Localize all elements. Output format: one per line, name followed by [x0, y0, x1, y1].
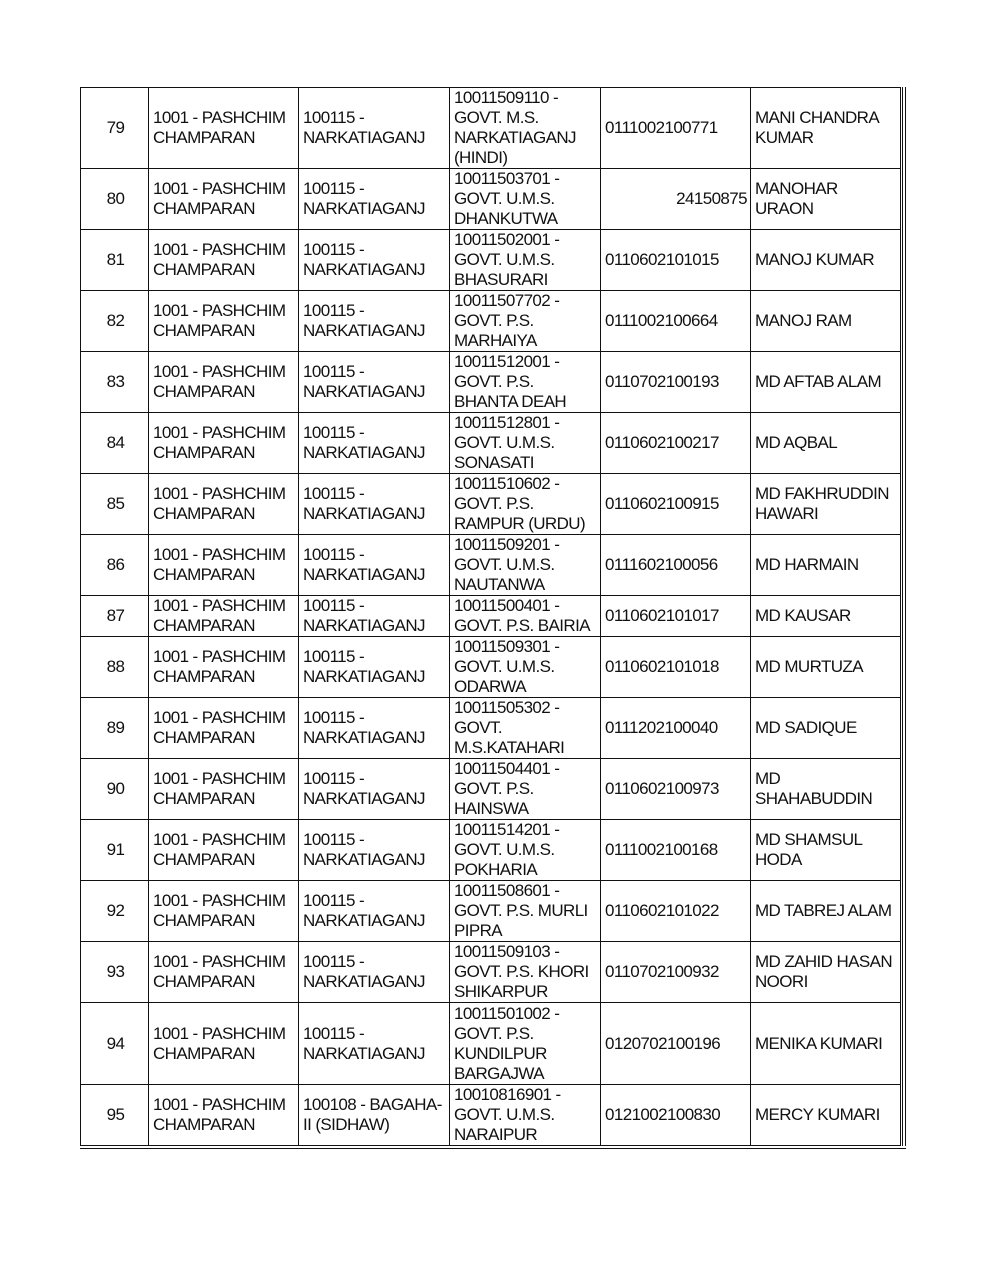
block-cell: 100115 - NARKATIAGANJ — [299, 230, 450, 291]
account-cell: 0110602101022 — [601, 881, 751, 942]
school-cell: 10011508601 - GOVT. P.S. MURLI PIPRA — [450, 881, 601, 942]
block-cell: 100115 - NARKATIAGANJ — [299, 1003, 450, 1085]
account-cell: 0120702100196 — [601, 1003, 751, 1085]
school-cell: 10011509110 - GOVT. M.S. NARKATIAGANJ (HINDI) — [450, 88, 601, 169]
serial-cell: 91 — [81, 820, 149, 881]
school-cell: 10011502001 - GOVT. U.M.S. BHASURARI — [450, 230, 601, 291]
serial-cell: 90 — [81, 759, 149, 820]
school-cell: 10011500401 - GOVT. P.S. BAIRIA — [450, 596, 601, 637]
block-cell: 100115 - NARKATIAGANJ — [299, 352, 450, 413]
school-cell: 10011512001 - GOVT. P.S. BHANTA DEAH — [450, 352, 601, 413]
serial-cell: 82 — [81, 291, 149, 352]
block-cell: 100115 - NARKATIAGANJ — [299, 596, 450, 637]
table-row — [81, 535, 901, 596]
district-cell: 1001 - PASHCHIM CHAMPARAN — [149, 596, 299, 637]
account-cell: 0110602101017 — [601, 596, 751, 637]
district-cell: 1001 - PASHCHIM CHAMPARAN — [149, 291, 299, 352]
serial-cell: 86 — [81, 535, 149, 596]
serial-cell: 80 — [81, 169, 149, 230]
district-cell: 1001 - PASHCHIM CHAMPARAN — [149, 88, 299, 169]
school-cell: 10011509201 - GOVT. U.M.S. NAUTANWA — [450, 535, 601, 596]
account-cell: 0111202100040 — [601, 698, 751, 759]
block-cell: 100115 - NARKATIAGANJ — [299, 637, 450, 698]
account-cell: 0111002100664 — [601, 291, 751, 352]
block-cell: 100115 - NARKATIAGANJ — [299, 535, 450, 596]
table-row — [81, 637, 901, 698]
block-cell: 100115 - NARKATIAGANJ — [299, 413, 450, 474]
name-cell: MANI CHANDRA KUMAR — [751, 88, 901, 169]
district-cell: 1001 - PASHCHIM CHAMPARAN — [149, 637, 299, 698]
table-row — [81, 169, 901, 230]
district-cell: 1001 - PASHCHIM CHAMPARAN — [149, 413, 299, 474]
table-row — [81, 820, 901, 881]
name-cell: MD HARMAIN — [751, 535, 901, 596]
table-row — [81, 352, 901, 413]
account-cell: 0110602100973 — [601, 759, 751, 820]
account-cell: 0110602100915 — [601, 474, 751, 535]
serial-cell: 83 — [81, 352, 149, 413]
district-cell: 1001 - PASHCHIM CHAMPARAN — [149, 1003, 299, 1085]
district-cell: 1001 - PASHCHIM CHAMPARAN — [149, 1085, 299, 1146]
block-cell: 100115 - NARKATIAGANJ — [299, 942, 450, 1003]
account-cell: 0111602100056 — [601, 535, 751, 596]
block-cell: 100115 - NARKATIAGANJ — [299, 291, 450, 352]
name-cell: MANOHAR URAON — [751, 169, 901, 230]
block-cell: 100108 - BAGAHA-II (SIDHAW) — [299, 1085, 450, 1146]
school-cell: 10011501002 - GOVT. P.S. KUNDILPUR BARGAJWA — [450, 1003, 601, 1085]
table-row — [81, 291, 901, 352]
block-cell: 100115 - NARKATIAGANJ — [299, 698, 450, 759]
school-cell: 10011509301 - GOVT. U.M.S. ODARWA — [450, 637, 601, 698]
serial-cell: 84 — [81, 413, 149, 474]
account-cell: 0110702100193 — [601, 352, 751, 413]
school-cell: 10011503701 - GOVT. U.M.S. DHANKUTWA — [450, 169, 601, 230]
table-row — [81, 596, 901, 637]
school-cell: 10011514201 - GOVT. U.M.S. POKHARIA — [450, 820, 601, 881]
account-cell: 0110602101018 — [601, 637, 751, 698]
serial-cell: 95 — [81, 1085, 149, 1146]
teacher-list-table — [80, 87, 901, 1146]
serial-cell: 92 — [81, 881, 149, 942]
district-cell: 1001 - PASHCHIM CHAMPARAN — [149, 942, 299, 1003]
school-cell: 10011504401 - GOVT. P.S. HAINSWA — [450, 759, 601, 820]
name-cell: MD FAKHRUDDIN HAWARI — [751, 474, 901, 535]
table-row — [81, 1003, 901, 1085]
school-cell: 10011509103 - GOVT. P.S. KHORI SHIKARPUR — [450, 942, 601, 1003]
account-cell: 0111002100771 — [601, 88, 751, 169]
block-cell: 100115 - NARKATIAGANJ — [299, 88, 450, 169]
serial-cell: 87 — [81, 596, 149, 637]
district-cell: 1001 - PASHCHIM CHAMPARAN — [149, 759, 299, 820]
account-cell: 0110602100217 — [601, 413, 751, 474]
table-row — [81, 698, 901, 759]
school-cell: 10010816901 - GOVT. U.M.S. NARAIPUR — [450, 1085, 601, 1146]
school-cell: 10011510602 - GOVT. P.S. RAMPUR (URDU) — [450, 474, 601, 535]
name-cell: MD AQBAL — [751, 413, 901, 474]
account-cell: 0111002100168 — [601, 820, 751, 881]
account-cell: 0110702100932 — [601, 942, 751, 1003]
table-body — [81, 88, 901, 1146]
block-cell: 100115 - NARKATIAGANJ — [299, 169, 450, 230]
account-cell: 24150875 — [601, 169, 751, 230]
serial-cell: 79 — [81, 88, 149, 169]
table-row — [81, 413, 901, 474]
table-row — [81, 942, 901, 1003]
table-row — [81, 881, 901, 942]
serial-cell: 88 — [81, 637, 149, 698]
serial-cell: 85 — [81, 474, 149, 535]
block-cell: 100115 - NARKATIAGANJ — [299, 820, 450, 881]
serial-cell: 81 — [81, 230, 149, 291]
block-cell: 100115 - NARKATIAGANJ — [299, 881, 450, 942]
table-double-border — [902, 87, 906, 1146]
name-cell: MANOJ RAM — [751, 291, 901, 352]
table-bottom-border — [80, 1148, 906, 1149]
name-cell: MD SHAHABUDDIN — [751, 759, 901, 820]
block-cell: 100115 - NARKATIAGANJ — [299, 474, 450, 535]
name-cell: MD ZAHID HASAN NOORI — [751, 942, 901, 1003]
serial-cell: 94 — [81, 1003, 149, 1085]
serial-cell: 93 — [81, 942, 149, 1003]
name-cell: MD TABREJ ALAM — [751, 881, 901, 942]
district-cell: 1001 - PASHCHIM CHAMPARAN — [149, 698, 299, 759]
account-cell: 0110602101015 — [601, 230, 751, 291]
district-cell: 1001 - PASHCHIM CHAMPARAN — [149, 820, 299, 881]
name-cell: MERCY KUMARI — [751, 1085, 901, 1146]
table-row — [81, 1085, 901, 1146]
name-cell: MD MURTUZA — [751, 637, 901, 698]
serial-cell: 89 — [81, 698, 149, 759]
name-cell: MENIKA KUMARI — [751, 1003, 901, 1085]
school-cell: 10011507702 - GOVT. P.S. MARHAIYA — [450, 291, 601, 352]
table-row — [81, 759, 901, 820]
name-cell: MD SADIQUE — [751, 698, 901, 759]
table-row — [81, 474, 901, 535]
block-cell: 100115 - NARKATIAGANJ — [299, 759, 450, 820]
district-cell: 1001 - PASHCHIM CHAMPARAN — [149, 352, 299, 413]
school-cell: 10011512801 - GOVT. U.M.S. SONASATI — [450, 413, 601, 474]
district-cell: 1001 - PASHCHIM CHAMPARAN — [149, 535, 299, 596]
district-cell: 1001 - PASHCHIM CHAMPARAN — [149, 881, 299, 942]
name-cell: MD AFTAB ALAM — [751, 352, 901, 413]
district-cell: 1001 - PASHCHIM CHAMPARAN — [149, 474, 299, 535]
district-cell: 1001 - PASHCHIM CHAMPARAN — [149, 230, 299, 291]
name-cell: MANOJ KUMAR — [751, 230, 901, 291]
school-cell: 10011505302 - GOVT. M.S.KATAHARI — [450, 698, 601, 759]
document-page — [80, 87, 906, 1146]
name-cell: MD KAUSAR — [751, 596, 901, 637]
table-row — [81, 230, 901, 291]
district-cell: 1001 - PASHCHIM CHAMPARAN — [149, 169, 299, 230]
name-cell: MD SHAMSUL HODA — [751, 820, 901, 881]
account-cell: 0121002100830 — [601, 1085, 751, 1146]
table-row — [81, 88, 901, 169]
